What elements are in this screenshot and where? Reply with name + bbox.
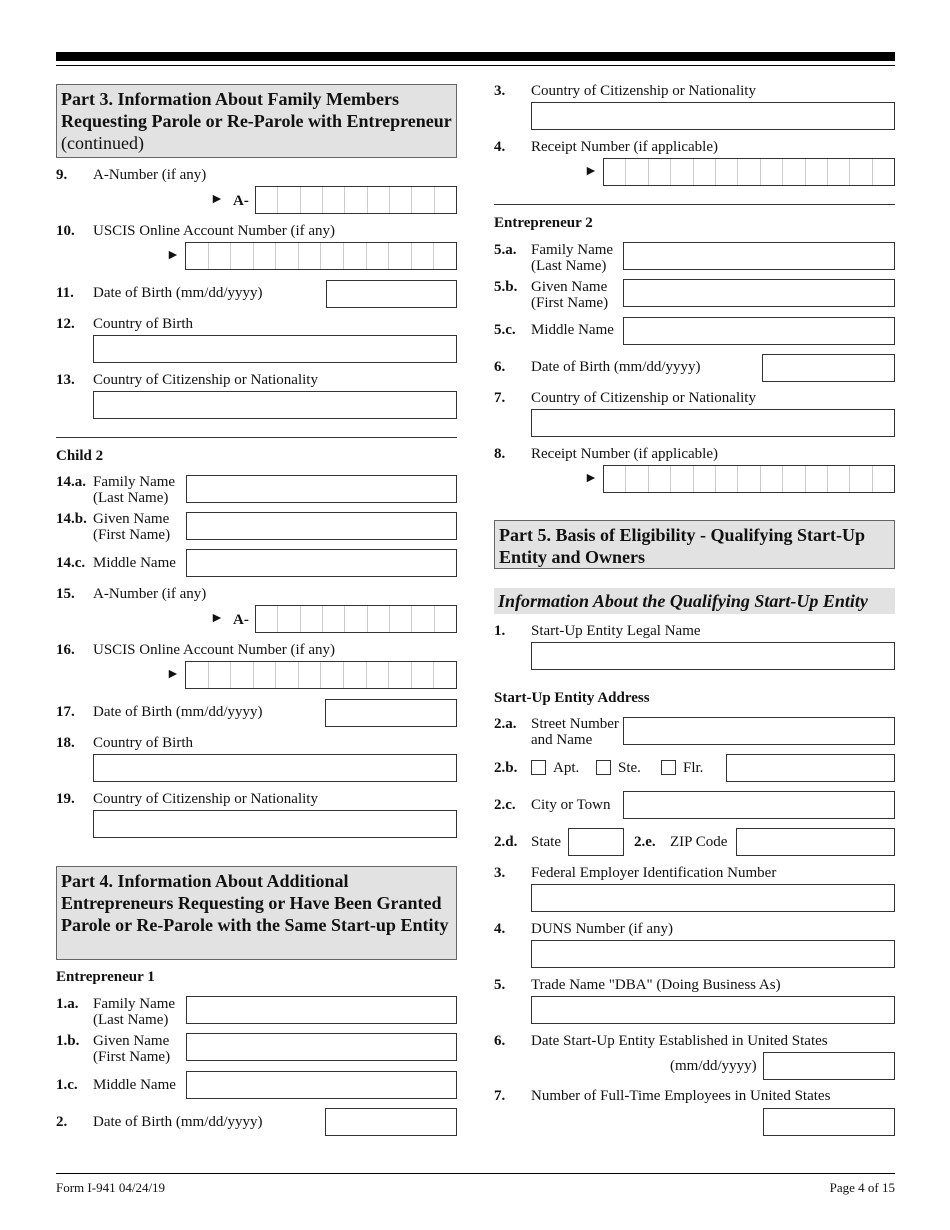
q14a-number: 14.a. [56, 474, 86, 490]
p5-q3-label: Federal Employer Identification Number [531, 865, 777, 881]
entrepreneur1-heading: Entrepreneur 1 [56, 969, 155, 985]
p4-q5a-family-name-input[interactable] [623, 242, 895, 270]
p4-q5c-label: Middle Name [531, 322, 614, 338]
p4-q7-label: Country of Citizenship or Nationality [531, 390, 756, 406]
arrow-icon: ► [584, 164, 598, 179]
p4-q1a-label-sub: (Last Name) [93, 1012, 169, 1028]
p4-q5b-label-sub: (First Name) [531, 295, 609, 311]
p4-q6-number: 6. [494, 359, 506, 375]
p4-q8-number: 8. [494, 446, 506, 462]
p4-q3-citizenship-input[interactable] [531, 102, 895, 130]
apt-label: Apt. [553, 760, 580, 776]
q16-uscis-account-input[interactable] [185, 661, 457, 689]
p4-q1c-label: Middle Name [93, 1077, 176, 1093]
q13-citizenship-input[interactable] [93, 391, 457, 419]
page-number: Page 4 of 15 [829, 1180, 895, 1195]
a-number-prefix: A- [233, 193, 249, 209]
q18-number: 18. [56, 735, 75, 751]
part4-title: Part 4. Information About Additional Entrepreneurs Requesting or Have Been Granted Parole or Re-Parole with the Same Start-up Entity [61, 871, 449, 935]
p4-q1a-label: Family Name [93, 996, 176, 1012]
q18-label: Country of Birth [93, 735, 193, 751]
p4-q2-number: 2. [56, 1114, 68, 1130]
top-thick-rule [56, 52, 895, 61]
p5-q2c-number: 2.c. [494, 797, 516, 813]
part5-title: Part 5. Basis of Eligibility - Qualifying Start-Up Entity and Owners [499, 525, 866, 567]
p4-q4-label: Receipt Number (if applicable) [531, 139, 719, 155]
p4-q5a-number: 5.a. [494, 242, 517, 258]
p5-q6-date-established-input[interactable] [763, 1052, 895, 1080]
p5-q7-number: 7. [494, 1088, 506, 1104]
part3-header [56, 84, 457, 158]
top-thin-rule [56, 65, 895, 66]
p4-q8-receipt-number-input[interactable] [603, 465, 895, 493]
p5-q2a-label-sub: and Name [531, 732, 593, 748]
p4-q5c-number: 5.c. [494, 322, 516, 338]
q12-country-of-birth-input[interactable] [93, 335, 457, 363]
p5-q3-fein-input[interactable] [531, 884, 895, 912]
p4-q1a-number: 1.a. [56, 996, 79, 1012]
p4-q4-receipt-number-input[interactable] [603, 158, 895, 186]
p5-q2e-label: ZIP Code [670, 834, 728, 850]
q9-number: 9. [56, 167, 68, 183]
q19-label: Country of Citizenship or Nationality [93, 791, 318, 807]
p4-q6-label: Date of Birth (mm/dd/yyyy) [531, 359, 701, 375]
p5-q2a-label: Street Number [531, 716, 619, 732]
arrow-icon: ► [166, 667, 180, 682]
q15-number: 15. [56, 586, 75, 602]
q11-date-of-birth-input[interactable] [326, 280, 457, 308]
p5-q2b-number: 2.b. [494, 760, 518, 776]
q19-citizenship-input[interactable] [93, 810, 457, 838]
part3-title: Part 3. Information About Family Members Requesting Parole or Re-Parole with Entrepreneur [61, 89, 452, 131]
p4-q7-number: 7. [494, 390, 506, 406]
q10-number: 10. [56, 223, 75, 239]
p5-q6-label: Date Start-Up Entity Established in United States [531, 1033, 828, 1049]
q14a-label-sub: (Last Name) [93, 490, 169, 506]
p4-q6-date-of-birth-input[interactable] [762, 354, 895, 382]
ste-label: Ste. [618, 760, 641, 776]
q16-number: 16. [56, 642, 75, 658]
p5-q1-legal-name-input[interactable] [531, 642, 895, 670]
p4-q5b-label: Given Name [531, 279, 608, 295]
p5-q2d-label: State [531, 834, 561, 850]
q14a-label: Family Name [93, 474, 176, 490]
p4-q3-label: Country of Citizenship or Nationality [531, 83, 756, 99]
q12-number: 12. [56, 316, 75, 332]
arrow-icon: ► [210, 611, 224, 626]
p4-q5b-given-name-input[interactable] [623, 279, 895, 307]
footer-rule [56, 1173, 895, 1174]
p5-q5-label: Trade Name "DBA" (Doing Business As) [531, 977, 781, 993]
part5-header [494, 520, 895, 569]
q17-date-of-birth-input[interactable] [325, 699, 457, 727]
p5-q2a-number: 2.a. [494, 716, 517, 732]
q14c-number: 14.c. [56, 555, 86, 571]
p5-q2a-street-input[interactable] [623, 717, 895, 745]
p4-q8-label: Receipt Number (if applicable) [531, 446, 719, 462]
q19-number: 19. [56, 791, 75, 807]
flr-checkbox[interactable] [661, 760, 676, 775]
p5-q5-number: 5. [494, 977, 506, 993]
entrepreneur2-heading: Entrepreneur 2 [494, 215, 593, 231]
q14b-given-name-input[interactable] [186, 512, 457, 540]
form-id: Form I-941 04/24/19 [56, 1180, 166, 1195]
p4-q4-number: 4. [494, 139, 506, 155]
p5-q4-label: DUNS Number (if any) [531, 921, 674, 937]
p5-q2c-city-input[interactable] [623, 791, 895, 819]
part3-continued: (continued) [61, 133, 144, 153]
q13-number: 13. [56, 372, 75, 388]
q11-number: 11. [56, 285, 74, 301]
divider [494, 204, 895, 205]
q18-country-of-birth-input[interactable] [93, 754, 457, 782]
q17-number: 17. [56, 704, 75, 720]
p4-q1a-family-name-input[interactable] [186, 996, 457, 1024]
p5-q4-duns-input[interactable] [531, 940, 895, 968]
p4-q2-date-of-birth-input[interactable] [325, 1108, 457, 1136]
q14a-family-name-input[interactable] [186, 475, 457, 503]
arrow-icon: ► [210, 192, 224, 207]
q9-a-number-input[interactable] [255, 186, 457, 214]
q11-label: Date of Birth (mm/dd/yyyy) [93, 285, 263, 301]
p4-q5a-label-sub: (Last Name) [531, 258, 607, 274]
address-heading: Start-Up Entity Address [494, 690, 650, 706]
p5-q7-employees-input[interactable] [763, 1108, 895, 1136]
p4-q1b-number: 1.b. [56, 1033, 80, 1049]
p5-q2e-zip-input[interactable] [736, 828, 895, 856]
p5-q6-number: 6. [494, 1033, 506, 1049]
q17-label: Date of Birth (mm/dd/yyyy) [93, 704, 263, 720]
p4-q1b-label: Given Name [93, 1033, 170, 1049]
q13-label: Country of Citizenship or Nationality [93, 372, 318, 388]
q10-uscis-account-input[interactable] [185, 242, 457, 270]
p5-q2c-label: City or Town [531, 797, 611, 813]
p5-q7-label: Number of Full-Time Employees in United States [531, 1088, 831, 1104]
p5-q1-number: 1. [494, 623, 506, 639]
p4-q1c-number: 1.c. [56, 1077, 78, 1093]
p4-q3-number: 3. [494, 83, 506, 99]
q14b-label-sub: (First Name) [93, 527, 171, 543]
p4-q1b-label-sub: (First Name) [93, 1049, 171, 1065]
part4-header [56, 866, 457, 960]
p4-q5b-number: 5.b. [494, 279, 518, 295]
p4-q5c-middle-name-input[interactable] [623, 317, 895, 345]
divider [56, 437, 457, 438]
p4-q1b-given-name-input[interactable] [186, 1033, 457, 1061]
a-number-prefix: A- [233, 612, 249, 628]
flr-label: Flr. [683, 760, 704, 776]
p4-q5a-label: Family Name [531, 242, 614, 258]
child2-heading: Child 2 [56, 448, 104, 464]
q14b-label: Given Name [93, 511, 170, 527]
p4-q7-citizenship-input[interactable] [531, 409, 895, 437]
ste-checkbox[interactable] [596, 760, 611, 775]
p5-q5-trade-name-input[interactable] [531, 996, 895, 1024]
p5-q2b-unit-input[interactable] [726, 754, 895, 782]
p5-q1-label: Start-Up Entity Legal Name [531, 623, 701, 639]
q9-label: A-Number (if any) [93, 167, 207, 183]
p4-q2-label: Date of Birth (mm/dd/yyyy) [93, 1114, 263, 1130]
q15-a-number-input[interactable] [255, 605, 457, 633]
p5-q2d-number: 2.d. [494, 834, 518, 850]
p5-q4-number: 4. [494, 921, 506, 937]
p5-q6-format-hint: (mm/dd/yyyy) [670, 1058, 757, 1074]
apt-checkbox[interactable] [531, 760, 546, 775]
part5-subheader: Information About the Qualifying Start-Up Entity [494, 588, 895, 614]
q14c-label: Middle Name [93, 555, 176, 571]
p5-q2d-state-input[interactable] [568, 828, 624, 856]
q16-label: USCIS Online Account Number (if any) [93, 642, 336, 658]
q14b-number: 14.b. [56, 511, 87, 527]
p5-q3-number: 3. [494, 865, 506, 881]
arrow-icon: ► [166, 248, 180, 263]
p4-q1c-middle-name-input[interactable] [186, 1071, 457, 1099]
q15-label: A-Number (if any) [93, 586, 207, 602]
p5-q2e-number: 2.e. [634, 834, 656, 850]
q12-label: Country of Birth [93, 316, 193, 332]
q14c-middle-name-input[interactable] [186, 549, 457, 577]
arrow-icon: ► [584, 471, 598, 486]
q10-label: USCIS Online Account Number (if any) [93, 223, 336, 239]
